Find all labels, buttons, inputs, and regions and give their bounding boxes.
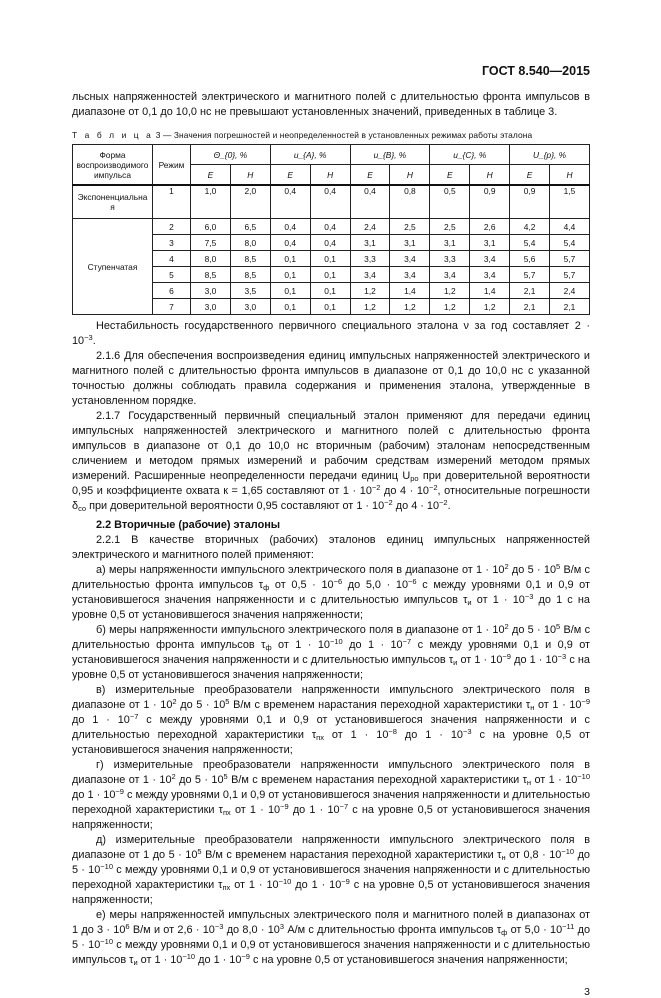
form-cell: Экспоненциальная — [73, 185, 153, 219]
col-group-header: u_{B}, % — [350, 145, 430, 165]
caption-label: Т а б л и ц а — [72, 130, 154, 140]
col-group-header: U_{p}, % — [510, 145, 590, 165]
value-cell: 0,4 — [350, 185, 390, 219]
value-cell: 0,4 — [310, 185, 350, 219]
paragraph: 2.1.7 Государственный первичный специальный эталон применяют для передачи единиц импульсных напряженностей электрического и магнитного полей с длительностью фронта импульсов в диапазоне от 0,1 до 10,0 нс вторичным (рабочим) эталонам непосредственным сличением и методом прямых измерений и рабочим средствам измерений методом прямых измерений. Расширенные неопределенности передачи единиц $U_{ро}$ при доверительной вероятности 0,95 и коэффициенте охвата к = 1,65 составляют от $1 \cdot 10^{-2}$ до $4 \cdot 10^{-2}$, относительные погрешности $\delta_{со}$ при доверительной вероятности 0,95 составляют от $1 \cdot 10^{-2}$ до $4 \cdot 10^{-2}$. — [72, 410, 590, 513]
error-table — [72, 144, 590, 315]
value-cell: 0,1 — [270, 251, 310, 267]
value-cell: 0,1 — [270, 267, 310, 283]
value-cell: 3,4 — [430, 267, 470, 283]
value-cell: 3,5 — [230, 283, 270, 299]
value-cell: 3,1 — [350, 235, 390, 251]
value-cell: 6,5 — [230, 219, 270, 235]
value-cell: 0,1 — [310, 299, 350, 315]
value-cell: 3,4 — [390, 251, 430, 267]
value-cell: 2,4 — [350, 219, 390, 235]
value-cell: 0,4 — [270, 235, 310, 251]
table-row — [73, 185, 590, 219]
value-cell: 3,3 — [350, 251, 390, 267]
table-row — [73, 219, 590, 235]
paragraph: льсных напряженностей электрического и магнитного полей с длительностью фронта импульсов в диапазоне от 0,1 до 10,0 нс не превышают установленных значений, приведенных в таблице 3. — [72, 91, 590, 118]
body-text-1 — [72, 319, 590, 514]
value-cell: 3,4 — [350, 267, 390, 283]
form-cell: Ступенчатая — [73, 219, 153, 315]
value-cell: 3,1 — [390, 235, 430, 251]
value-cell: 0,9 — [470, 185, 510, 219]
mode-cell: 5 — [153, 267, 191, 283]
value-cell: 2,5 — [390, 219, 430, 235]
value-cell: 1,2 — [350, 299, 390, 315]
paragraph: д) измерительные преобразователи напряженности импульсного электрического поля в диапазоне от 1 до $5 \cdot 10^5$ В/м с временем нарастания переходной характеристики $\tau_н$ от $0,8 \cdot 10^{-10}$ до $5 \cdot 10^{-10}$ с между уровнями 0,1 и 0,9 от установившегося значения напряженности и с длительностью переходной характеристики $\tau_{пх}$ от $1 \cdot 10^{-10}$ до $1 \cdot 10^{-9}$ с на уровне 0,5 от установившегося значения напряженности; — [72, 834, 590, 906]
col-group-header: u_{C}, % — [430, 145, 510, 165]
value-cell: 3,1 — [470, 235, 510, 251]
value-cell: 7,5 — [191, 235, 231, 251]
value-cell: 3,0 — [191, 299, 231, 315]
value-cell: 5,6 — [510, 251, 550, 267]
col-group-header: Θ_{0}, % — [191, 145, 271, 165]
value-cell: 0,4 — [270, 219, 310, 235]
sub-col-header: E — [191, 165, 231, 186]
mode-cell: 6 — [153, 283, 191, 299]
sub-col-header: H — [310, 165, 350, 186]
value-cell: 2,1 — [550, 299, 590, 315]
value-cell: 8,0 — [191, 251, 231, 267]
value-cell: 8,5 — [230, 251, 270, 267]
paragraph: е) меры напряженностей импульсных электрического поля и магнитного полей в диапазонах от 1 до $3 \cdot 10^6$ В/м и от $2,6 \cdot 10^{-3}$ до $8,0 \cdot 10^3$ А/м с длительностью фронта импульсов $\tau_ф$ от $5,0 \cdot 10^{-11}$ до $5 \cdot 10^{-10}$ с между уровнями 0,1 и 0,9 от установившегося значения напряженности и с длительностью импульсов $\tau_и$ от $1 \cdot 10^{-10}$ до $1 \cdot 10^{-9}$ с на уровне 0,5 от установившегося значения напряженности; — [72, 909, 591, 967]
value-cell: 3,0 — [191, 283, 231, 299]
mode-cell: 2 — [153, 219, 191, 235]
value-cell: 0,5 — [430, 185, 470, 219]
value-cell: 3,4 — [390, 267, 430, 283]
value-cell: 1,2 — [470, 299, 510, 315]
value-cell: 3,4 — [470, 267, 510, 283]
sub-col-header: H — [470, 165, 510, 186]
sub-col-header: E — [430, 165, 470, 186]
value-cell: 2,6 — [470, 219, 510, 235]
value-cell: 2,0 — [230, 185, 270, 219]
paragraph: г) измерительные преобразователи напряженности импульсного электрического поля в диапазоне от $1 \cdot 10^2$ до $5 \cdot 10^5$ В/м с временем нарастания переходной характеристики $\tau_н$ от $1 \cdot 10^{-10}$ до $1 \cdot 10^{-9}$ с между уровнями 0,1 и 0,9 от установившегося значения напряженности и длительностью переходной характеристики $\tau_{пх}$ от $1 \cdot 10^{-9}$ до $1 \cdot 10^{-7}$ с на уровне 0,5 от установившегося значения напряженности; — [72, 759, 591, 831]
mode-cell: 7 — [153, 299, 191, 315]
paragraph: б) меры напряженности импульсного электрического поля в диапазоне от $1 \cdot 10^2$ до $5 \cdot 10^5$ В/м с длительностью фронта импульсов $\tau_ф$ от $1 \cdot 10^{-10}$ до $1 \cdot 10^{-7}$ с между уровнями 0,1 и 0,9 от установившегося значения напряженности и с длительностью импульсов $\tau_и$ от $1 \cdot 10^{-9}$ до $1 \cdot 10^{-3}$ с на уровне 0,5 от установившегося значения напряженности; — [72, 622, 591, 681]
value-cell: 5,7 — [510, 267, 550, 283]
paragraph: 2.2.1 В качестве вторичных (рабочих) эталонов единиц импульсных напряженностей электрического и магнитного полей применяют: — [72, 534, 590, 561]
value-cell: 3,4 — [470, 251, 510, 267]
value-cell: 1,0 — [191, 185, 231, 219]
value-cell: 1,5 — [550, 185, 590, 219]
intro-text — [72, 90, 590, 120]
sub-col-header: E — [350, 165, 390, 186]
value-cell: 0,1 — [310, 283, 350, 299]
value-cell: 2,1 — [510, 299, 550, 315]
value-cell: 5,7 — [550, 251, 590, 267]
value-cell: 3,0 — [230, 299, 270, 315]
value-cell: 0,1 — [270, 283, 310, 299]
sub-col-header: H — [230, 165, 270, 186]
value-cell: 1,2 — [390, 299, 430, 315]
value-cell: 2,1 — [510, 283, 550, 299]
col-header-mode: Режим — [153, 145, 191, 186]
sub-col-header: E — [510, 165, 550, 186]
value-cell: 0,1 — [310, 267, 350, 283]
mode-cell: 1 — [153, 185, 191, 219]
paragraph: а) меры напряженности импульсного электрического поля в диапазоне от $1 \cdot 10^2$ до $5 \cdot 10^5$ В/м с длительностью фронта импульсов $\tau_ф$ от $0,5 \cdot 10^{-6}$ до $5,0 \cdot 10^{-6}$ с между уровнями 0,1 и 0,9 от установившегося значения напряженности и с длительностью импульсов $\tau_и$ от $1 \cdot 10^{-3}$ до 1 с на уровне 0,5 от установившегося значения напряженности; — [72, 562, 591, 621]
value-cell: 1,4 — [470, 283, 510, 299]
value-cell: 0,8 — [390, 185, 430, 219]
paragraph: Нестабильность государственного первичного специального эталона ν за год составляет $2 \cdot 10^{-3}$. — [72, 320, 590, 347]
value-cell: 1,4 — [390, 283, 430, 299]
value-cell: 0,4 — [270, 185, 310, 219]
value-cell: 4,2 — [510, 219, 550, 235]
value-cell: 8,0 — [230, 235, 270, 251]
table-caption — [72, 130, 590, 140]
col-header-form: Форма воспроизводимого импульса — [73, 145, 153, 186]
value-cell: 5,4 — [510, 235, 550, 251]
value-cell: 4,4 — [550, 219, 590, 235]
value-cell: 2,4 — [550, 283, 590, 299]
page-content — [72, 90, 590, 998]
value-cell: 0,1 — [270, 299, 310, 315]
paragraph: в) измерительные преобразователи напряженности импульсного электрического поля в диапазоне от $1 \cdot 10^2$ до $5 \cdot 10^5$ В/м с временем нарастания переходной характеристики $\tau_н$ от $1 \cdot 10^{-9}$ до $1 \cdot 10^{-7}$ с между уровнями 0,1 и 0,9 от установившегося значения напряженности и с длительностью переходной характеристики $\tau_{пх}$ от $1 \cdot 10^{-8}$ до $1 \cdot 10^{-3}$ с на уровне 0,5 от установившегося значения напряженности; — [72, 684, 590, 756]
value-cell: 6,0 — [191, 219, 231, 235]
value-cell: 2,5 — [430, 219, 470, 235]
value-cell: 0,4 — [310, 219, 350, 235]
value-cell: 8,5 — [230, 267, 270, 283]
value-cell: 5,7 — [550, 267, 590, 283]
caption-text: 3 — Значения погрешностей и неопределенностей в установленных режимах работы эталона — [153, 130, 533, 140]
value-cell: 0,1 — [310, 251, 350, 267]
value-cell: 1,2 — [430, 299, 470, 315]
section-heading: 2.2 Вторичные (рабочие) эталоны — [96, 519, 281, 531]
value-cell: 1,2 — [350, 283, 390, 299]
value-cell: 8,5 — [191, 267, 231, 283]
document-code: ГОСТ 8.540—2015 — [481, 64, 590, 78]
sub-col-header: E — [270, 165, 310, 186]
value-cell: 3,1 — [430, 235, 470, 251]
page-number: 3 — [584, 986, 590, 998]
mode-cell: 4 — [153, 251, 191, 267]
sub-col-header: H — [390, 165, 430, 186]
paragraph: 2.1.6 Для обеспечения воспроизведения единиц импульсных напряженностей электрического и магнитного полей с длительностью фронта импульсов в диапазоне от 0,1 до 10,0 нс с указанной точностью должны соблюдать правила содержания и применения эталона, утвержденные в установленном порядке. — [72, 350, 590, 407]
value-cell: 3,3 — [430, 251, 470, 267]
value-cell: 0,9 — [510, 185, 550, 219]
body-text-2 — [72, 518, 590, 968]
sub-col-header: H — [550, 165, 590, 186]
mode-cell: 3 — [153, 235, 191, 251]
col-group-header: u_{A}, % — [270, 145, 350, 165]
value-cell: 5,4 — [550, 235, 590, 251]
value-cell: 1,2 — [430, 283, 470, 299]
value-cell: 0,4 — [310, 235, 350, 251]
